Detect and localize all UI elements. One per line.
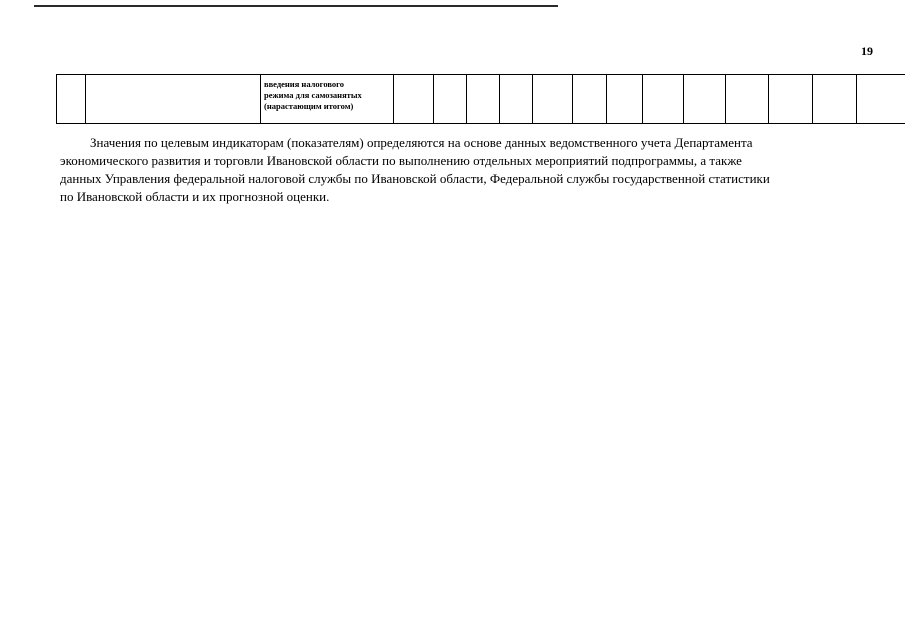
blank-cell	[86, 75, 261, 124]
note-line: по Ивановской области и их прогнозной оценки.	[60, 189, 330, 204]
note-line: экономического развития и торговли Ивановской области по выполнению отдельных мероприятий подпрограммы, а также	[60, 153, 742, 168]
indicator-name-cell	[261, 75, 394, 124]
value-cell	[394, 75, 434, 124]
row-number-cell	[57, 75, 86, 124]
value-cell	[684, 75, 726, 124]
value-cell	[434, 75, 467, 124]
indicator-name-line: (нарастающим итогом)	[264, 101, 354, 111]
indicator-name-line: режима для самозанятых	[264, 90, 362, 100]
page-number: 19	[861, 44, 873, 58]
table-row	[57, 75, 905, 124]
value-cell	[726, 75, 769, 124]
value-cell	[467, 75, 500, 124]
value-cell	[573, 75, 607, 124]
value-cell	[643, 75, 684, 124]
value-cell	[813, 75, 857, 124]
header-rule	[34, 5, 558, 7]
indicators-table	[56, 74, 905, 124]
data-source-note	[60, 134, 872, 206]
value-cell	[857, 75, 905, 124]
value-cell	[533, 75, 573, 124]
value-cell	[769, 75, 813, 124]
value-cell	[607, 75, 643, 124]
note-line: Значения по целевым индикаторам (показателям) определяются на основе данных ведомственного учета Департамента	[90, 135, 753, 150]
indicator-name-line: введения налогового	[264, 79, 345, 89]
value-cell	[500, 75, 533, 124]
note-line: данных Управления федеральной налоговой службы по Ивановской области, Федеральной службы государственной статистики	[60, 171, 770, 186]
